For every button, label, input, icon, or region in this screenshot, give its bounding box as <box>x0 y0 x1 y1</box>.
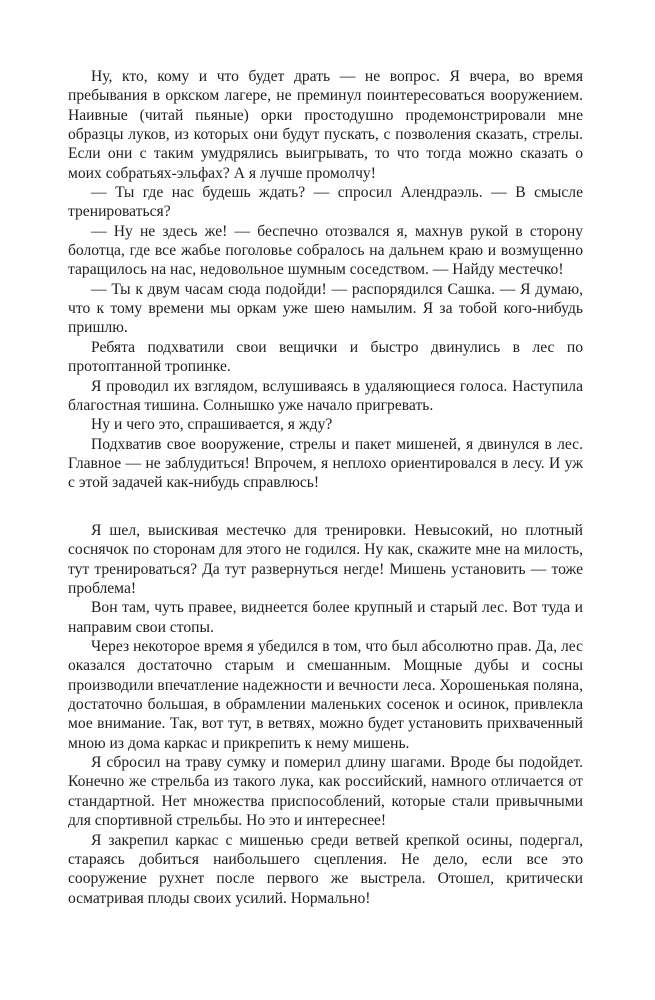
paragraph: — Ну не здесь же! — беспечно отозвался я, махнув рукой в сторону болотца, где все жабье поголовье собралось на дальнем краю и возмущенно таращилось на нас, недовольное шумным соседством. — Найду местечко! <box>68 222 583 279</box>
paragraph: Подхватив свое вооружение, стрелы и пакет мишеней, я двинулся в лес. Главное — не заблудиться! Впрочем, я неплохо ориентировался в лесу. И уж с этой задачей как-нибудь справлюсь! <box>68 435 583 492</box>
paragraph: Ну и чего это, спрашивается, я жду? <box>91 416 333 434</box>
paragraph: Я шел, выискивая местечко для тренировки. Невысокий, но плотный соснячок по сторонам для этого не годился. Ну как, скажите мне на милость, тут тренироваться? Да тут развернуться негде! Мишень установить — тоже проблема! <box>68 522 583 598</box>
paragraph: Ну, кто, кому и что будет драть — не вопрос. Я вчера, во время пребывания в оркском лагере, не преминул поинтересоваться вооружением. Наивные (читай пьяные) орки простодушно продемонстрировали мне образцы луков, из которых они будут пускать, с позволения сказать, стрелы. Если они с таким умудрялись выигрывать, то что тогда можно сказать о моих собратьях-эльфах? А я лучше промолчу! <box>68 68 583 182</box>
text-section-2 <box>68 521 583 908</box>
paragraph: Я закрепил каркас с мишенью среди ветвей крепкой осины, подергал, стараясь добиться наибольшего сцепления. Не дело, если все это сооружение рухнет после первого же выстрела. Отошел, критически осматривая плоды своих усилий. Нормально! <box>68 831 583 907</box>
paragraph: Я сбросил на траву сумку и померил длину шагами. Вроде бы подойдет. Конечно же стрельба из такого лука, как российский, намного отличается от стандартной. Нет множества приспособлений, которые стали привычными для спортивной стрельбы. Но это и интереснее! <box>68 754 583 830</box>
paragraph: — Ты к двум часам сюда подойди! — распорядился Сашка. — Я думаю, что к тому времени мы оркам уже шею намылим. Я за тобой кого-нибудь пришлю. <box>68 280 583 337</box>
paragraph: Я проводил их взглядом, вслушиваясь в удаляющиеся голоса. Наступила благостная тишина. Солнышко уже начало пригревать. <box>68 377 583 414</box>
paragraph: — Ты где нас будешь ждать? — спросил Алендраэль. — В смысле тренироваться? <box>68 184 583 221</box>
paragraph: Вон там, чуть правее, виднеется более крупный и старый лес. Вот туда и направим свои стопы. <box>68 599 583 636</box>
paragraph: Ребята подхватили свои вещички и быстро двинулись в лес по протоптанной тропинке. <box>68 338 583 376</box>
text-section-1 <box>68 67 583 493</box>
paragraph: Через некоторое время я убедился в том, что был абсолютно прав. Да, лес оказался достаточно старым и смешанным. Мощные дубы и сосны производили впечатление надежности и вечности леса. Хорошенькая поляна, достаточно большая, в обрамлении маленьких сосенок и осинок, привлекла мое внимание. Так, вот тут, в ветвях, можно будет установить прихваченный мною из дома каркас и прикрепить к нему мишень. <box>68 638 583 752</box>
